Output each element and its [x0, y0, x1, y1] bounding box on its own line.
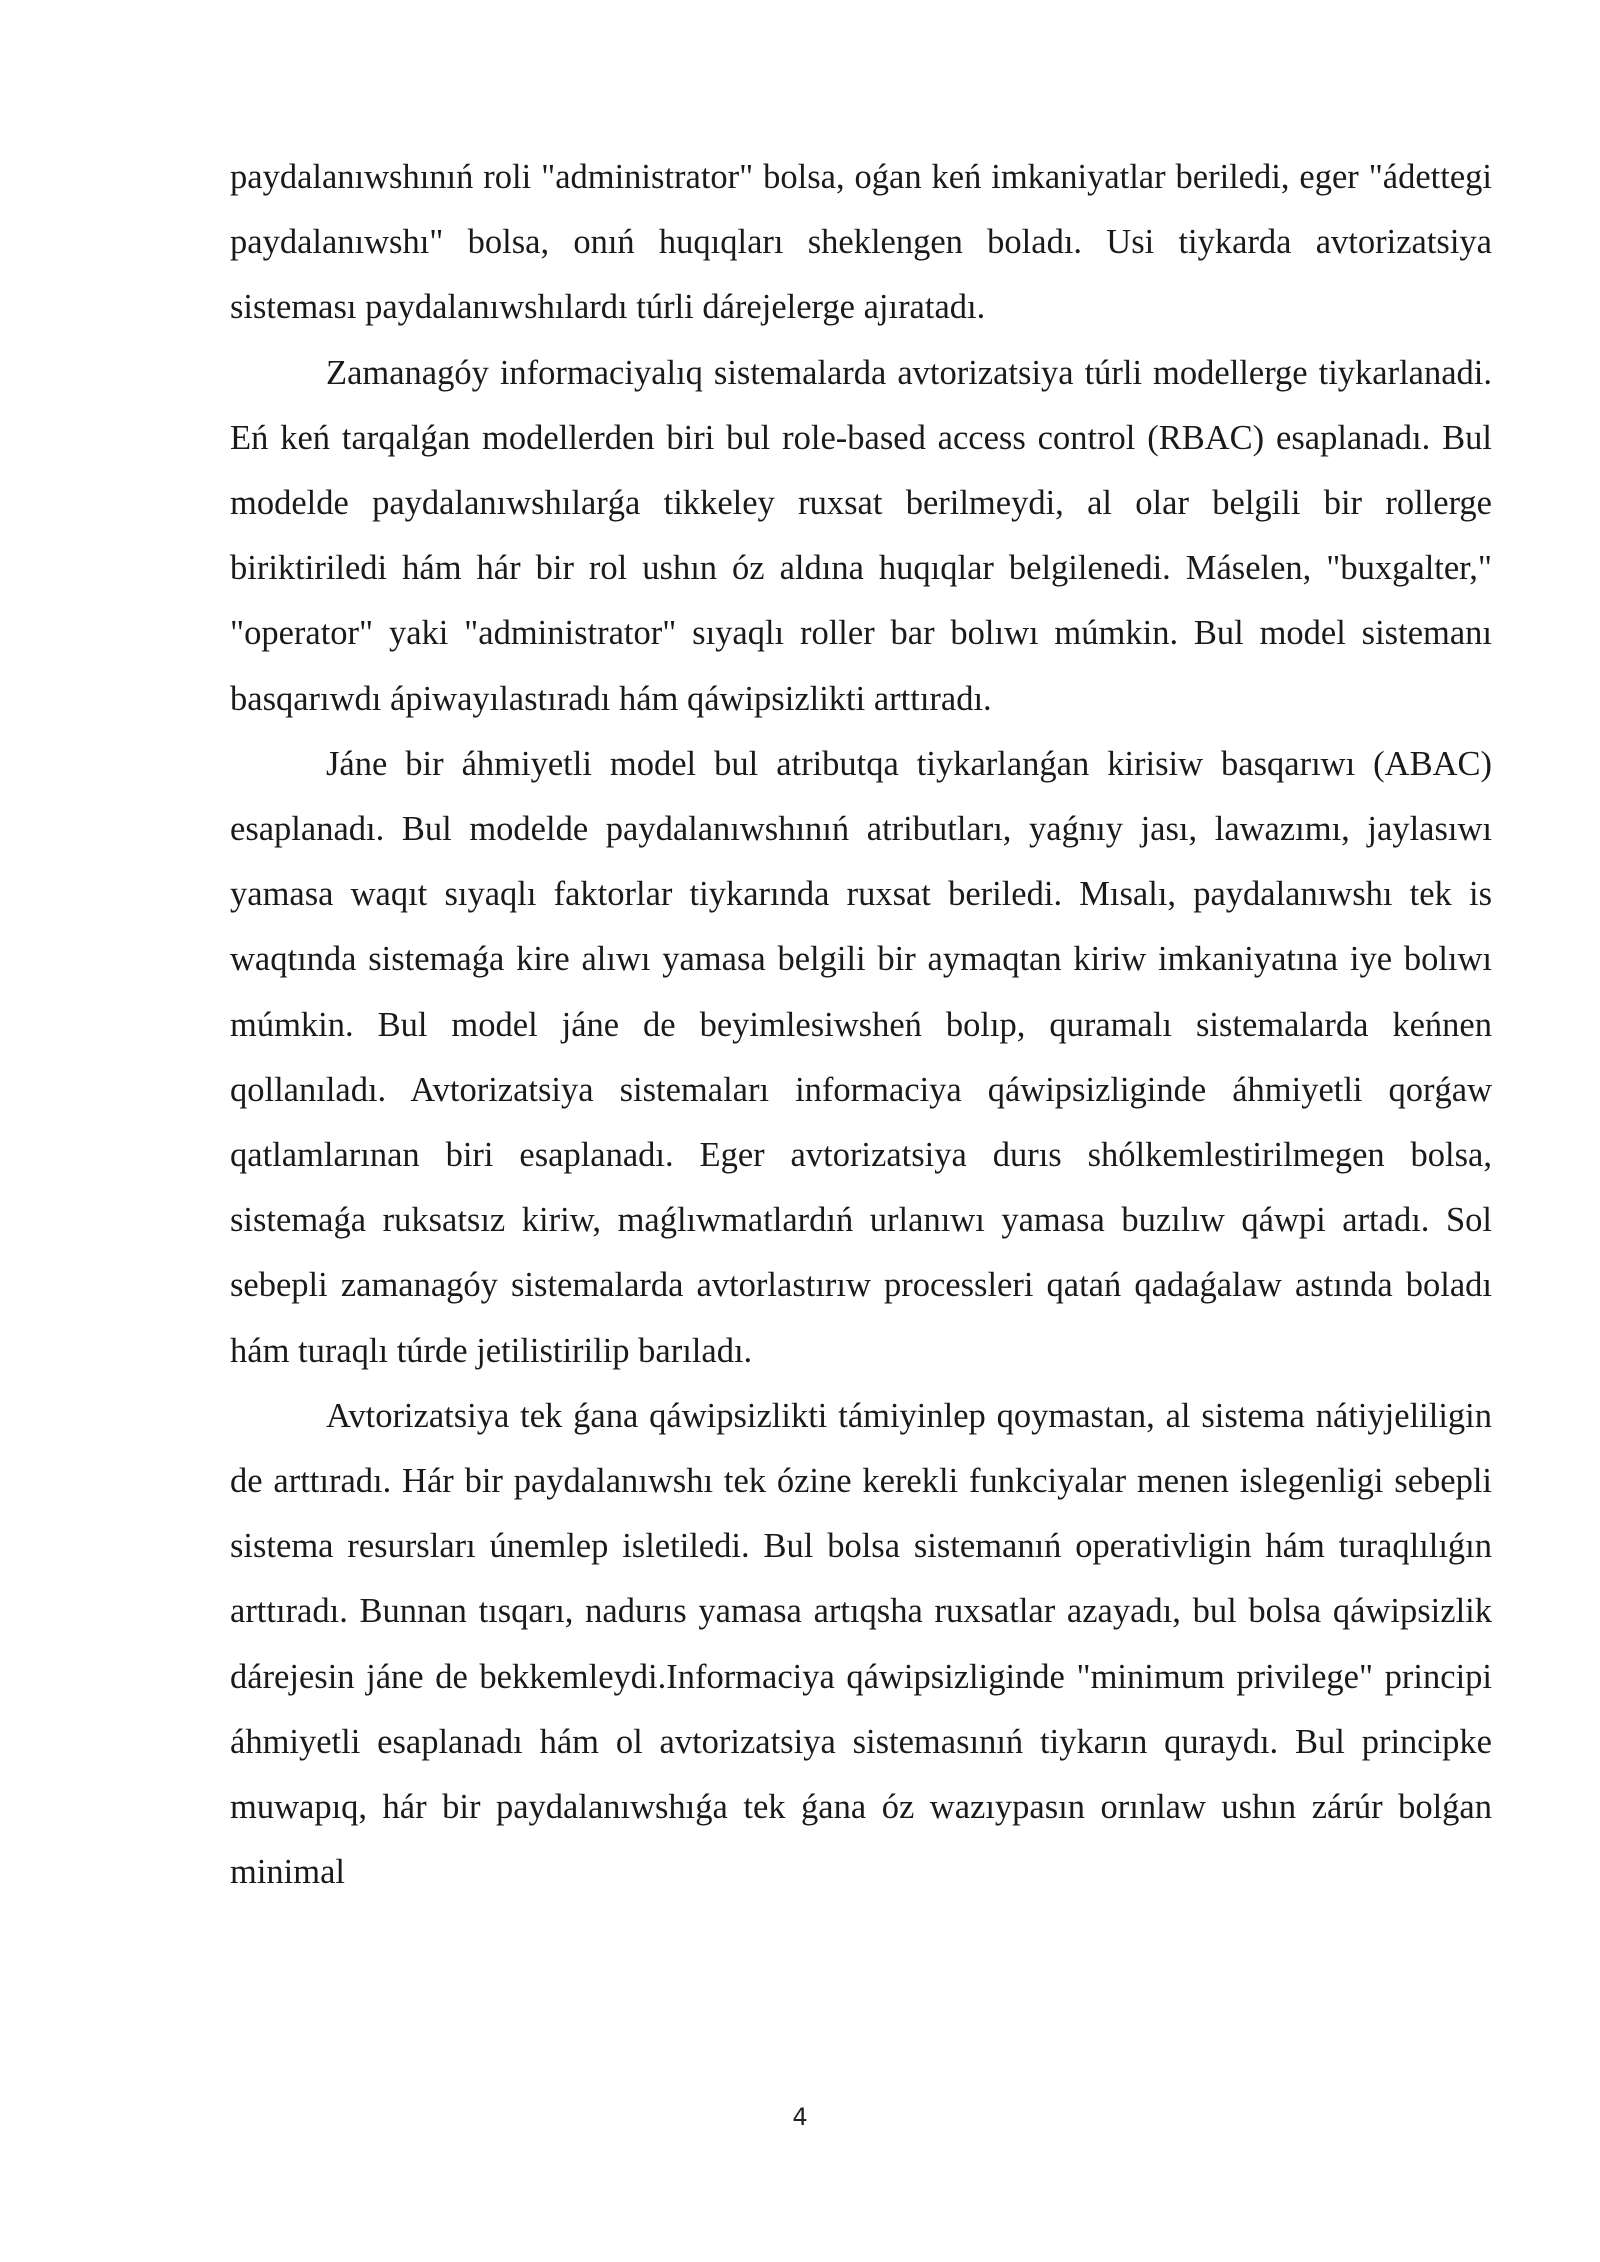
paragraph-efficiency: Avtorizatsiya tek ǵana qáwipsizlikti támiyinlep qoymastan, al sistema nátiyjeliligin de arttıradı. Hár bir paydalanıwshı tek ózine kerekli funkciyalar menen islegenligi sebepli sistema resursları únemlep isletiledi. Bul bolsa sistemanıń operativligin hám turaqlılıǵın arttıradı. Bunnan tısqarı, nadurıs yamasa artıqsha ruxsatlar azayadı, bul bolsa qáwipsizlik dárejesin jáne de bekkemleydi.Informaciya qáwipsizliginde "minimum privilege" principi áhmiyetli esaplanadı hám ol avtorizatsiya sistemasınıń tiykarın quraydı. Bul principke muwapıq, hár bir paydalanıwshıǵa tek ǵana óz wazıypasın orınlaw ushın zárúr bolǵan minimal: [230, 1396, 1492, 1892]
body-text: [230, 145, 1492, 1905]
paragraph-rbac: Zamanagóy informaciyalıq sistemalarda avtorizatsiya túrli modellerge tiykarlanadi. Eń keń tarqalǵan modellerden biri bul role-based access control (RBAC) esaplanadı. Bul modelde paydalanıwshılarǵa tikkeley ruxsat berilmeydi, al olar belgili bir rollerge biriktiriledi hám hár bir rol ushın óz aldına huqıqlar belgilenedi. Máselen, "buxgalter," "operator" yaki "administrator" sıyaqlı roller bar bolıwı múmkin. Bul model sistemanı basqarıwdı ápiwayılastıradı hám qáwipsizlikti arttıradı.: [230, 353, 1492, 718]
paragraph-abac: Jáne bir áhmiyetli model bul atributqa tiykarlanǵan kirisiw basqarıwı (ABAC) esaplanadı. Bul modelde paydalanıwshınıń atributları, yaǵnıy jası, lawazımı, jaylasıwı yamasa waqıt sıyaqlı faktorlar tiykarında ruxsat beriledi. Mısalı, paydalanıwshı tek is waqtında sistemaǵa kire alıwı yamasa belgili bir aymaqtan kiriw imkaniyatına iye bolıwı múmkin. Bul model jáne de beyimlesiwsheń bolıp, quramalı sistemalarda keńnen qollanıladı. Avtorizatsiya sistemaları informaciya qáwipsizliginde áhmiyetli qorǵaw qatlamlarınan biri esaplanadı. Eger avtorizatsiya durıs shólkemlestirilmegen bolsa, sistemaǵa ruksatsız kiriw, maǵlıwmatlardıń urlanıwı yamasa buzılıw qáwpi artadı. Sol sebepli zamanagóy sistemalarda avtorlastırıw processleri qatań qadaǵalaw astında boladı hám turaqlı túrde jetilistirilip barıladı.: [230, 744, 1492, 1370]
page-number: 4: [792, 2103, 808, 2131]
paragraph-continued: paydalanıwshınıń roli "administrator" bolsa, oǵan keń imkaniyatlar beriledi, eger "ádettegi paydalanıwshı" bolsa, onıń huqıqları sheklengen boladı. Usi tiykarda avtorizatsiya sisteması paydalanıwshılardı túrli dárejelerge ajıratadı.: [230, 158, 1492, 327]
